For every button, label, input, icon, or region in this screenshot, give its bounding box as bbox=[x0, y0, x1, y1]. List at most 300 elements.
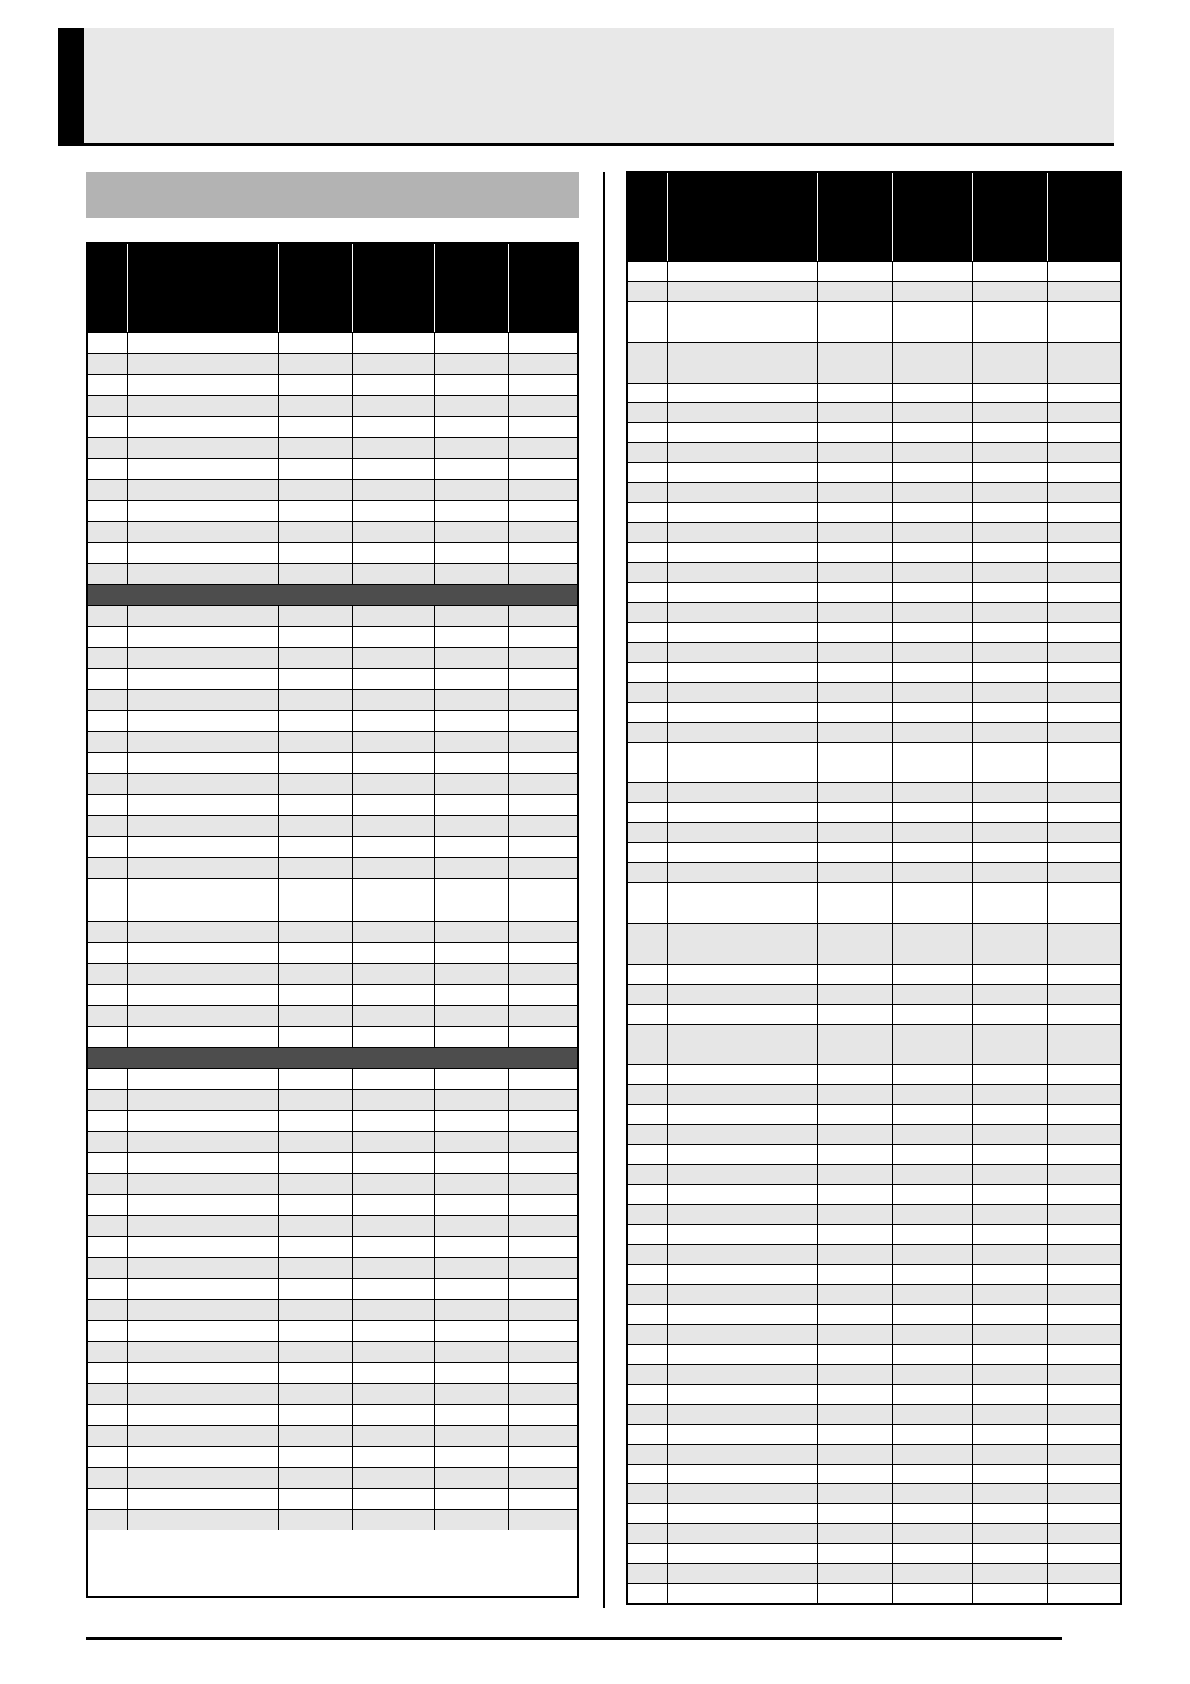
table-cell bbox=[128, 879, 279, 921]
table-cell bbox=[353, 1090, 435, 1110]
table-cell bbox=[668, 583, 818, 602]
table-cell bbox=[628, 1425, 668, 1444]
table-row bbox=[628, 862, 1120, 882]
table-cell bbox=[1048, 623, 1120, 642]
table-row bbox=[628, 1004, 1120, 1024]
table-cell bbox=[973, 985, 1048, 1004]
table-cell bbox=[973, 343, 1048, 383]
table-cell bbox=[435, 627, 509, 647]
table-cell bbox=[435, 795, 509, 815]
section-header bbox=[86, 172, 579, 218]
table-cell bbox=[668, 483, 818, 502]
table-cell bbox=[353, 648, 435, 668]
table-cell bbox=[628, 1524, 668, 1543]
table-cell bbox=[435, 1006, 509, 1026]
table-cell bbox=[353, 1237, 435, 1257]
table-cell bbox=[893, 1544, 973, 1563]
group-label bbox=[88, 585, 577, 605]
table-cell bbox=[818, 1325, 893, 1344]
table-cell bbox=[279, 438, 353, 458]
table-cell bbox=[435, 1321, 509, 1341]
table-cell bbox=[973, 1405, 1048, 1424]
table-cell bbox=[668, 1125, 818, 1144]
table-cell bbox=[893, 1005, 973, 1024]
table-cell bbox=[88, 1489, 128, 1509]
table-cell bbox=[88, 1006, 128, 1026]
table-cell bbox=[128, 985, 279, 1005]
table-cell bbox=[973, 1465, 1048, 1484]
table-cell bbox=[668, 883, 818, 923]
table-cell bbox=[353, 1300, 435, 1320]
table-cell bbox=[279, 1279, 353, 1299]
table-row bbox=[88, 815, 577, 836]
table-cell bbox=[353, 480, 435, 500]
table-cell bbox=[88, 438, 128, 458]
table-cell bbox=[279, 627, 353, 647]
table-cell bbox=[88, 774, 128, 794]
table-cell bbox=[818, 703, 893, 722]
table-cell bbox=[973, 843, 1048, 862]
table-cell bbox=[279, 1489, 353, 1509]
table-row bbox=[628, 702, 1120, 722]
table-cell bbox=[818, 1085, 893, 1104]
table-cell bbox=[1048, 863, 1120, 882]
table-cell bbox=[668, 663, 818, 682]
table-cell bbox=[1048, 1524, 1120, 1543]
table-cell bbox=[509, 964, 577, 984]
table-cell bbox=[1048, 403, 1120, 422]
table-row bbox=[628, 642, 1120, 662]
table-cell bbox=[279, 753, 353, 773]
table-cell bbox=[279, 1405, 353, 1425]
table-cell bbox=[818, 1205, 893, 1224]
table-cell bbox=[818, 1145, 893, 1164]
table-cell bbox=[88, 816, 128, 836]
table-cell bbox=[893, 823, 973, 842]
table-row bbox=[88, 626, 577, 647]
table-cell bbox=[128, 1468, 279, 1488]
table-cell bbox=[818, 1245, 893, 1264]
table-row bbox=[628, 802, 1120, 822]
table-cell bbox=[279, 564, 353, 584]
table-row bbox=[628, 1344, 1120, 1364]
table-cell bbox=[279, 459, 353, 479]
table-row bbox=[88, 773, 577, 794]
table-cell bbox=[973, 463, 1048, 482]
table-cell bbox=[509, 1006, 577, 1026]
table-cell bbox=[353, 522, 435, 542]
column-header bbox=[1048, 173, 1120, 261]
table-cell bbox=[973, 683, 1048, 702]
table-cell bbox=[88, 1300, 128, 1320]
table-cell bbox=[973, 1265, 1048, 1284]
table-cell bbox=[435, 711, 509, 731]
table-cell bbox=[128, 375, 279, 395]
table-cell bbox=[668, 503, 818, 522]
table-cell bbox=[668, 1445, 818, 1464]
table-cell bbox=[88, 1027, 128, 1047]
table-cell bbox=[509, 1027, 577, 1047]
table-cell bbox=[893, 1225, 973, 1244]
table-row bbox=[628, 383, 1120, 403]
table-cell bbox=[973, 1385, 1048, 1404]
table-cell bbox=[435, 438, 509, 458]
table-cell bbox=[509, 669, 577, 689]
table-cell bbox=[509, 711, 577, 731]
table-cell bbox=[128, 1258, 279, 1278]
table-row bbox=[628, 582, 1120, 602]
table-cell bbox=[509, 501, 577, 521]
table-cell bbox=[893, 423, 973, 442]
table-cell bbox=[88, 1153, 128, 1173]
table-cell bbox=[509, 1216, 577, 1236]
table-cell bbox=[973, 1125, 1048, 1144]
table-cell bbox=[128, 1321, 279, 1341]
table-cell bbox=[973, 1345, 1048, 1364]
table-cell bbox=[628, 1564, 668, 1583]
table-cell bbox=[128, 943, 279, 963]
table-cell bbox=[1048, 543, 1120, 562]
table-cell bbox=[818, 743, 893, 783]
table-cell bbox=[279, 1111, 353, 1131]
table-cell bbox=[628, 1405, 668, 1424]
table-cell bbox=[818, 1065, 893, 1084]
table-cell bbox=[88, 564, 128, 584]
table-cell bbox=[88, 858, 128, 878]
table-cell bbox=[668, 523, 818, 542]
table-cell bbox=[435, 669, 509, 689]
table-cell bbox=[279, 1174, 353, 1194]
table-cell bbox=[88, 732, 128, 752]
table-cell bbox=[893, 1405, 973, 1424]
table-cell bbox=[628, 965, 668, 984]
table-cell bbox=[973, 1005, 1048, 1024]
table-cell bbox=[628, 1504, 668, 1523]
table-cell bbox=[353, 501, 435, 521]
table-cell bbox=[818, 863, 893, 882]
table-cell bbox=[668, 1425, 818, 1444]
table-cell bbox=[509, 1342, 577, 1362]
table-cell bbox=[893, 1305, 973, 1324]
table-cell bbox=[628, 403, 668, 422]
table-cell bbox=[893, 924, 973, 964]
table-cell bbox=[628, 1345, 668, 1364]
table-cell bbox=[509, 879, 577, 921]
table-row bbox=[628, 1563, 1120, 1583]
table-cell bbox=[818, 1405, 893, 1424]
table-cell bbox=[628, 1584, 668, 1603]
table-cell bbox=[279, 858, 353, 878]
table-cell bbox=[88, 1510, 128, 1530]
table-cell bbox=[88, 690, 128, 710]
table-cell bbox=[893, 463, 973, 482]
table-cell bbox=[279, 1237, 353, 1257]
table-cell bbox=[435, 879, 509, 921]
table-cell bbox=[973, 1025, 1048, 1065]
table-row bbox=[88, 984, 577, 1005]
table-cell bbox=[88, 501, 128, 521]
table-row bbox=[88, 1488, 577, 1509]
table-cell bbox=[973, 1504, 1048, 1523]
table-cell bbox=[893, 403, 973, 422]
table-cell bbox=[128, 1510, 279, 1530]
table-cell bbox=[353, 753, 435, 773]
table-cell bbox=[435, 943, 509, 963]
table-cell bbox=[509, 648, 577, 668]
table-cell bbox=[973, 1484, 1048, 1503]
table-cell bbox=[668, 282, 818, 301]
table-cell bbox=[973, 403, 1048, 422]
table-cell bbox=[1048, 1085, 1120, 1104]
table-cell bbox=[128, 858, 279, 878]
table-cell bbox=[88, 837, 128, 857]
table-cell bbox=[818, 403, 893, 422]
table-cell bbox=[1048, 443, 1120, 462]
table-cell bbox=[128, 627, 279, 647]
table-cell bbox=[893, 1445, 973, 1464]
table-cell bbox=[893, 683, 973, 702]
table-cell bbox=[509, 1510, 577, 1530]
table-cell bbox=[1048, 1405, 1120, 1424]
table-cell bbox=[1048, 483, 1120, 502]
table-cell bbox=[128, 1195, 279, 1215]
table-cell bbox=[628, 302, 668, 342]
table-cell bbox=[1048, 603, 1120, 622]
table-cell bbox=[88, 648, 128, 668]
table-cell bbox=[509, 522, 577, 542]
table-cell bbox=[893, 343, 973, 383]
table-cell bbox=[628, 883, 668, 923]
table-cell bbox=[668, 1544, 818, 1563]
table-cell bbox=[818, 583, 893, 602]
table-cell bbox=[893, 985, 973, 1004]
table-row bbox=[88, 1509, 577, 1530]
table-cell bbox=[128, 396, 279, 416]
table-cell bbox=[509, 564, 577, 584]
table-row bbox=[628, 1483, 1120, 1503]
table-cell bbox=[973, 1225, 1048, 1244]
table-cell bbox=[435, 354, 509, 374]
table-row bbox=[88, 1194, 577, 1215]
table-row bbox=[628, 1164, 1120, 1184]
table-cell bbox=[279, 1006, 353, 1026]
table-row bbox=[628, 1364, 1120, 1384]
table-cell bbox=[88, 480, 128, 500]
table-cell bbox=[628, 723, 668, 742]
table-row bbox=[88, 1110, 577, 1131]
table-row bbox=[628, 1583, 1120, 1603]
table-cell bbox=[1048, 282, 1120, 301]
table-cell bbox=[279, 522, 353, 542]
table-cell bbox=[88, 1384, 128, 1404]
table-cell bbox=[893, 743, 973, 783]
table-cell bbox=[818, 803, 893, 822]
table-cell bbox=[509, 732, 577, 752]
table-cell bbox=[435, 522, 509, 542]
table-row bbox=[88, 668, 577, 689]
table-cell bbox=[893, 1504, 973, 1523]
table-row bbox=[628, 1124, 1120, 1144]
table-cell bbox=[353, 1027, 435, 1047]
table-row bbox=[628, 923, 1120, 964]
table-cell bbox=[279, 922, 353, 942]
table-cell bbox=[628, 1245, 668, 1264]
table-cell bbox=[818, 643, 893, 662]
table-row bbox=[628, 542, 1120, 562]
table-cell bbox=[973, 443, 1048, 462]
table-cell bbox=[509, 627, 577, 647]
table-cell bbox=[353, 922, 435, 942]
table-cell bbox=[668, 843, 818, 862]
table-cell bbox=[1048, 1245, 1120, 1264]
table-cell bbox=[88, 543, 128, 563]
table-cell bbox=[973, 302, 1048, 342]
table-cell bbox=[88, 1111, 128, 1131]
table-cell bbox=[88, 1279, 128, 1299]
table-cell bbox=[893, 483, 973, 502]
table-cell bbox=[435, 1258, 509, 1278]
table-cell bbox=[893, 543, 973, 562]
table-cell bbox=[435, 816, 509, 836]
table-cell bbox=[668, 985, 818, 1004]
table-cell bbox=[435, 1090, 509, 1110]
table-row bbox=[628, 482, 1120, 502]
table-cell bbox=[353, 711, 435, 731]
table-cell bbox=[668, 1385, 818, 1404]
table-cell bbox=[353, 774, 435, 794]
table-cell bbox=[1048, 1185, 1120, 1204]
table-cell bbox=[628, 1065, 668, 1084]
table-cell bbox=[279, 1447, 353, 1467]
table-row bbox=[628, 442, 1120, 462]
table-row bbox=[88, 1383, 577, 1404]
table-cell bbox=[893, 603, 973, 622]
table-cell bbox=[1048, 1544, 1120, 1563]
table-cell bbox=[509, 1174, 577, 1194]
table-cell bbox=[818, 1544, 893, 1563]
table-cell bbox=[668, 1145, 818, 1164]
table-cell bbox=[973, 1065, 1048, 1084]
table-cell bbox=[128, 459, 279, 479]
table-row bbox=[88, 395, 577, 416]
table-row bbox=[628, 1503, 1120, 1523]
table-cell bbox=[818, 523, 893, 542]
table-cell bbox=[1048, 302, 1120, 342]
table-cell bbox=[509, 606, 577, 626]
table-row bbox=[88, 1320, 577, 1341]
table-cell bbox=[893, 1365, 973, 1384]
table-cell bbox=[818, 302, 893, 342]
table-cell bbox=[279, 1321, 353, 1341]
table-row bbox=[628, 1543, 1120, 1563]
table-cell bbox=[279, 354, 353, 374]
table-cell bbox=[668, 1065, 818, 1084]
table-cell bbox=[893, 1245, 973, 1264]
table-cell bbox=[628, 583, 668, 602]
table-cell bbox=[435, 480, 509, 500]
table-cell bbox=[88, 459, 128, 479]
table-row bbox=[628, 1204, 1120, 1224]
table-cell bbox=[353, 606, 435, 626]
table-cell bbox=[435, 1111, 509, 1131]
table-cell bbox=[509, 438, 577, 458]
footer-rule bbox=[86, 1637, 1062, 1640]
table-cell bbox=[818, 603, 893, 622]
table-cell bbox=[893, 523, 973, 542]
table-cell bbox=[668, 543, 818, 562]
table-cell bbox=[435, 1342, 509, 1362]
table-row bbox=[628, 1404, 1120, 1424]
table-cell bbox=[88, 964, 128, 984]
table-cell bbox=[818, 924, 893, 964]
table-cell bbox=[893, 1524, 973, 1543]
table-cell bbox=[353, 1279, 435, 1299]
table-cell bbox=[818, 1165, 893, 1184]
table-cell bbox=[435, 858, 509, 878]
table-row bbox=[88, 374, 577, 395]
table-row bbox=[88, 1467, 577, 1488]
table-cell bbox=[1048, 503, 1120, 522]
table-row bbox=[628, 1523, 1120, 1543]
table-cell bbox=[435, 1384, 509, 1404]
group-row bbox=[88, 1047, 577, 1068]
table-cell bbox=[509, 1321, 577, 1341]
table-cell bbox=[128, 1216, 279, 1236]
table-cell bbox=[435, 690, 509, 710]
table-row bbox=[628, 502, 1120, 522]
table-cell bbox=[818, 723, 893, 742]
table-right bbox=[626, 171, 1122, 1605]
table-row bbox=[88, 647, 577, 668]
table-cell bbox=[893, 1185, 973, 1204]
table-row bbox=[88, 1068, 577, 1089]
table-row bbox=[628, 301, 1120, 342]
table-cell bbox=[128, 1174, 279, 1194]
banner-accent-bar bbox=[58, 28, 84, 143]
table-cell bbox=[893, 282, 973, 301]
table-cell bbox=[893, 443, 973, 462]
table-cell bbox=[435, 375, 509, 395]
table-cell bbox=[818, 343, 893, 383]
table-cell bbox=[973, 643, 1048, 662]
table-cell bbox=[435, 1510, 509, 1530]
table-cell bbox=[973, 503, 1048, 522]
table-row bbox=[628, 682, 1120, 702]
column-header bbox=[509, 244, 577, 332]
table-cell bbox=[128, 606, 279, 626]
table-cell bbox=[668, 1105, 818, 1124]
table-row bbox=[88, 1257, 577, 1278]
table-cell bbox=[973, 1285, 1048, 1304]
table-cell bbox=[818, 1005, 893, 1024]
table-cell bbox=[128, 1027, 279, 1047]
table-cell bbox=[128, 1069, 279, 1089]
table-cell bbox=[973, 1544, 1048, 1563]
table-cell bbox=[353, 627, 435, 647]
table-cell bbox=[1048, 1465, 1120, 1484]
table-cell bbox=[818, 1125, 893, 1144]
table-cell bbox=[1048, 262, 1120, 281]
table-cell bbox=[435, 543, 509, 563]
table-row bbox=[88, 1341, 577, 1362]
column-header bbox=[279, 244, 353, 332]
table-cell bbox=[818, 985, 893, 1004]
table-row bbox=[628, 462, 1120, 482]
table-cell bbox=[279, 774, 353, 794]
table-row bbox=[88, 1278, 577, 1299]
table-cell bbox=[668, 302, 818, 342]
table-cell bbox=[818, 823, 893, 842]
